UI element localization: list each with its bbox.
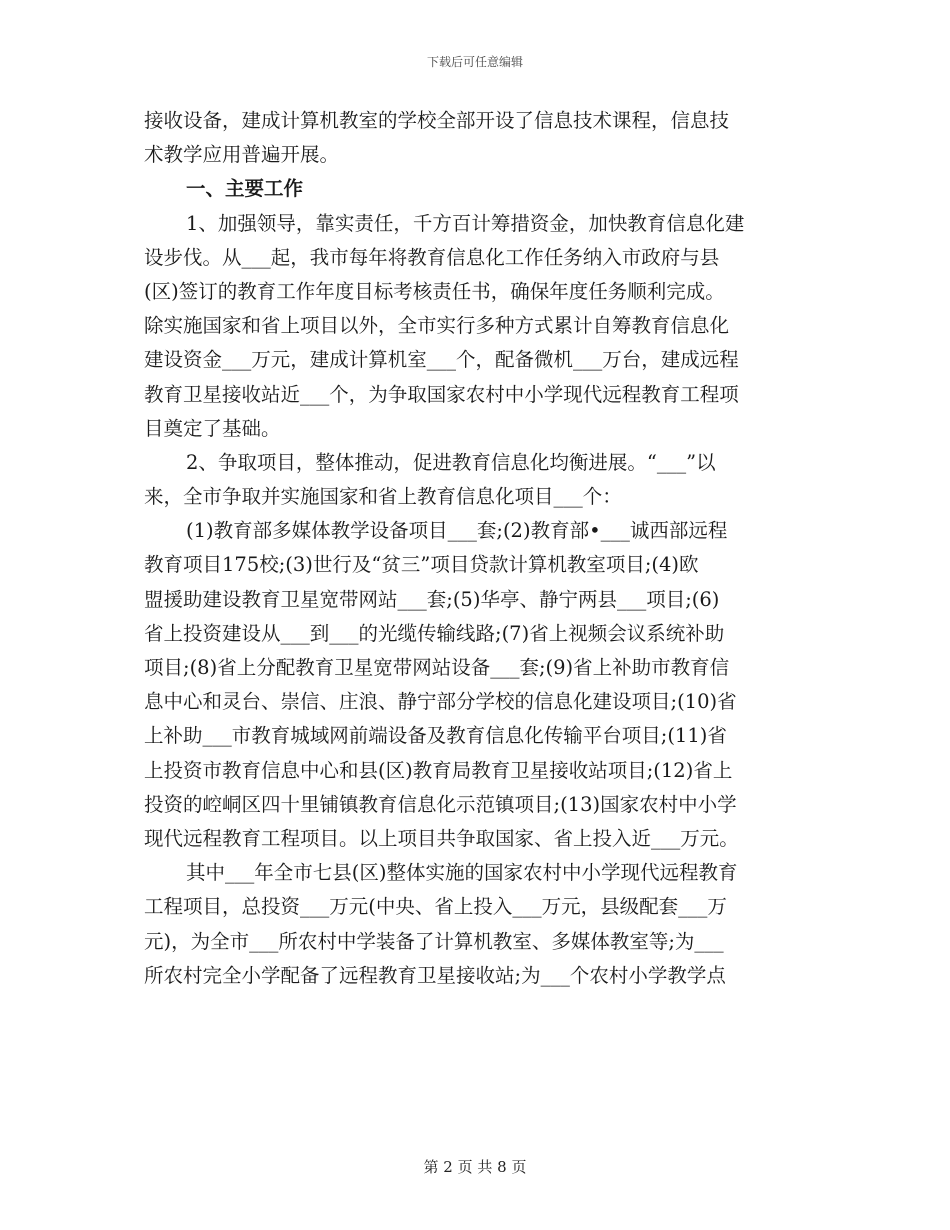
text-line: 元)，为全市___所农村中学装备了计算机教室、多媒体教室等;为___ — [144, 929, 724, 953]
text-line: 建设资金___万元，建成计算机室___个，配备微机___万台，建成远程 — [144, 348, 739, 372]
text-line: 所农村完全小学配备了远程教育卫星接收站;为___个农村小学教学点 — [144, 963, 726, 987]
text-line: 盟援助建设教育卫星宽带网站___套;(5)华亭、静宁两县___项目;(6) — [144, 587, 720, 611]
text-line: 2、争取项目，整体推动，促进教育信息化均衡进展。“___”以 — [186, 450, 716, 474]
document-body — [144, 104, 809, 993]
text-line: 投资的崆峒区四十里铺镇教育信息化示范镇项目;(13)国家农村中小学 — [144, 792, 737, 816]
text-line: 设步伐。从___起，我市每年将教育信息化工作任务纳入市政府与县 — [144, 245, 720, 269]
text-line: 省上投资建设从___到___的光缆传输线路;(7)省上视频会议系统补助 — [144, 621, 725, 645]
text-line: 上补助___市教育城域网前端设备及教育信息化传输平台项目;(11)省 — [144, 724, 727, 748]
text-line: 现代远程教育工程项目。以上项目共争取国家、省上投入近___万元。 — [144, 826, 739, 850]
text-line: 除实施国家和省上项目以外，全市实行多种方式累计自筹教育信息化 — [144, 314, 730, 338]
text-line: 上投资市教育信息中心和县(区)教育局教育卫星接收站项目;(12)省上 — [144, 758, 733, 782]
page-number-footer: 第 2 页 共 8 页 — [423, 1158, 527, 1176]
text-line: 1、加强领导，靠实责任，千方百计筹措资金，加快教育信息化建 — [186, 211, 745, 235]
text-line: 来，全市争取并实施国家和省上教育信息化项目___个： — [144, 485, 622, 509]
section-heading: 一、主要工作 — [186, 177, 304, 201]
page-header: 下载后可任意编辑 — [426, 55, 523, 69]
text-line: 目奠定了基础。 — [144, 416, 281, 440]
text-line: 教育卫星接收站近___个，为争取国家农村中小学现代远程教育工程项 — [144, 382, 739, 406]
text-line: 项目;(8)省上分配教育卫星宽带网站设备___套;(9)省上补助市教育信 — [144, 656, 730, 679]
text-line: 教育项目175校;(3)世行及“贫三”项目贷款计算机教室项目;(4)欧 — [144, 553, 699, 577]
text-line: 术教学应用普遍开展。 — [144, 143, 340, 167]
text-line: 接收设备，建成计算机教室的学校全部开设了信息技术课程，信息技 — [144, 109, 730, 132]
text-line: (区)签订的教育工作年度目标考核责任书，确保年度任务顺利完成。 — [144, 279, 725, 303]
text-line: 工程项目，总投资___万元(中央、省上投入___万元，县级配套___万 — [144, 895, 727, 919]
text-line: 息中心和灵台、崇信、庄浪、静宁部分学校的信息化建设项目;(10)省 — [144, 690, 737, 714]
text-line: (1)教育部多媒体教学设备项目___套;(2)教育部•___诚西部远程 — [186, 519, 728, 543]
text-line: 其中___年全市七县(区)整体实施的国家农村中小学现代远程教育 — [186, 861, 738, 885]
